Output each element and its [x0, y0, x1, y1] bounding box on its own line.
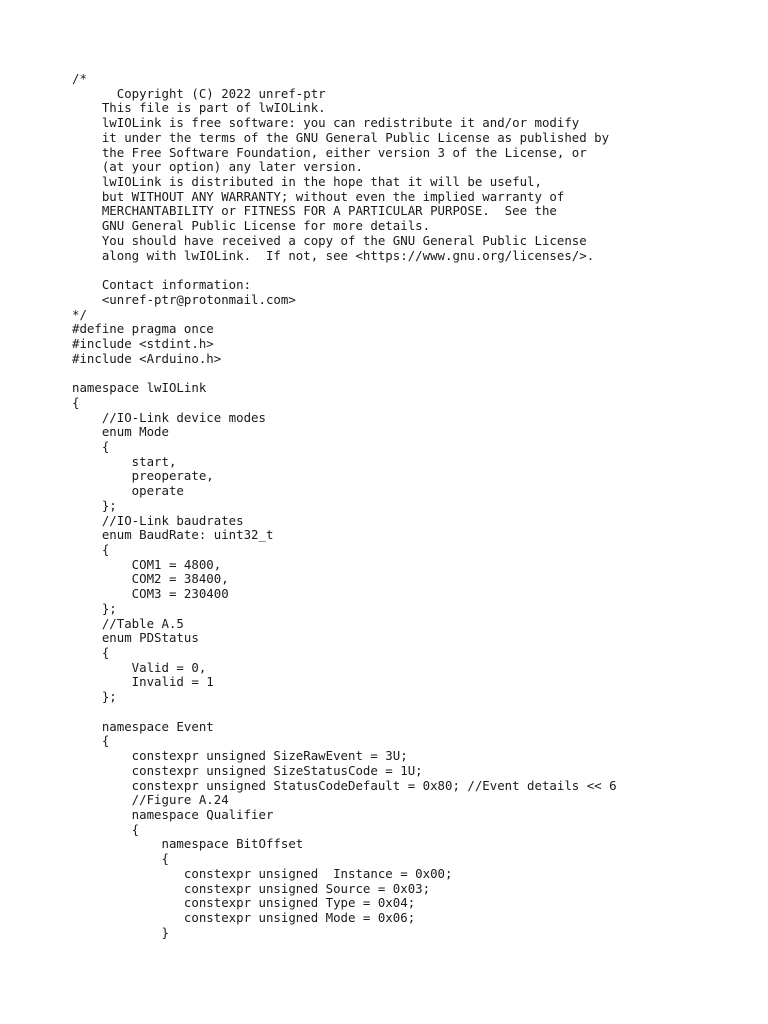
code-line: { [72, 542, 110, 557]
code-line: lwIOLink is distributed in the hope that it will be useful, [72, 174, 542, 190]
code-line: { [72, 438, 110, 454]
code-line: { [72, 821, 140, 837]
code-line: Copyright (C) 2022 unref-ptr [72, 85, 326, 101]
code-line [72, 705, 752, 720]
code-line: constexpr unsigned Source = 0x03; [72, 880, 431, 896]
code-line: <unref-ptr@protonmail.com> [72, 291, 296, 307]
code-line: You should have received a copy of the GNU General Public License [72, 232, 587, 248]
code-line: along with lwIOLink. If not, see <https://www.gnu.org/licenses/>. [72, 247, 595, 263]
code-line: } [72, 924, 169, 940]
code-line: This file is part of lwIOLink. [72, 100, 326, 116]
code-line: constexpr unsigned Instance = 0x00; [72, 865, 453, 881]
code-line: namespace Qualifier [72, 806, 274, 822]
code-line: constexpr unsigned StatusCodeDefault = 0x80; //Event details << 6 [72, 777, 617, 793]
code-line: operate [72, 483, 184, 499]
code-line: enum BaudRate: uint32_t [72, 527, 274, 543]
code-line: //Table A.5 [72, 615, 184, 631]
code-line: /* [72, 71, 87, 86]
code-line: namespace BitOffset [72, 836, 304, 852]
code-line: lwIOLink is free software: you can redistribute it and/or modify [72, 115, 580, 131]
code-line: MERCHANTABILITY or FITNESS FOR A PARTICULAR PURPOSE. See the [72, 203, 557, 219]
code-line: { [72, 645, 110, 661]
code-line: the Free Software Foundation, either version 3 of the License, or [72, 144, 587, 160]
code-line: { [72, 851, 169, 867]
code-line: COM2 = 38400, [72, 571, 229, 587]
code-line: Invalid = 1 [72, 674, 214, 690]
code-line: Contact information: [72, 277, 252, 293]
code-line: //Figure A.24 [72, 792, 229, 808]
code-line: constexpr unsigned Type = 0x04; [72, 895, 416, 911]
code-line: but WITHOUT ANY WARRANTY; without even the implied warranty of [72, 188, 565, 204]
code-line: #include <stdint.h> [72, 335, 214, 351]
code-line: constexpr unsigned Mode = 0x06; [72, 909, 416, 925]
code-line: start, [72, 453, 177, 469]
code-line: Valid = 0, [72, 659, 207, 675]
code-line: { [72, 733, 110, 749]
code-line: COM1 = 4800, [72, 556, 222, 572]
code-line: { [72, 394, 80, 410]
code-line: COM3 = 230400 [72, 586, 229, 602]
code-line: //IO-Link baudrates [72, 512, 244, 528]
code-line: }; [72, 600, 117, 616]
code-line: namespace lwIOLink [72, 380, 207, 396]
code-line: */ [72, 306, 87, 322]
code-line: enum PDStatus [72, 630, 199, 646]
code-line: GNU General Public License for more details. [72, 218, 431, 234]
code-line: enum Mode [72, 424, 169, 440]
code-line [72, 263, 752, 278]
code-line: preoperate, [72, 468, 214, 484]
code-line: constexpr unsigned SizeStatusCode = 1U; [72, 762, 423, 778]
code-line: constexpr unsigned SizeRawEvent = 3U; [72, 748, 408, 764]
code-line: #define pragma once [72, 321, 214, 337]
code-line: }; [72, 689, 117, 705]
code-line: #include <Arduino.h> [72, 350, 222, 366]
code-line: }; [72, 497, 117, 513]
code-line: (at your option) any later version. [72, 159, 363, 175]
code-line: //IO-Link device modes [72, 409, 266, 425]
source-code-listing [72, 72, 752, 940]
code-line [72, 366, 752, 381]
code-line: it under the terms of the GNU General Public License as published by [72, 129, 610, 145]
code-line: namespace Event [72, 718, 214, 734]
